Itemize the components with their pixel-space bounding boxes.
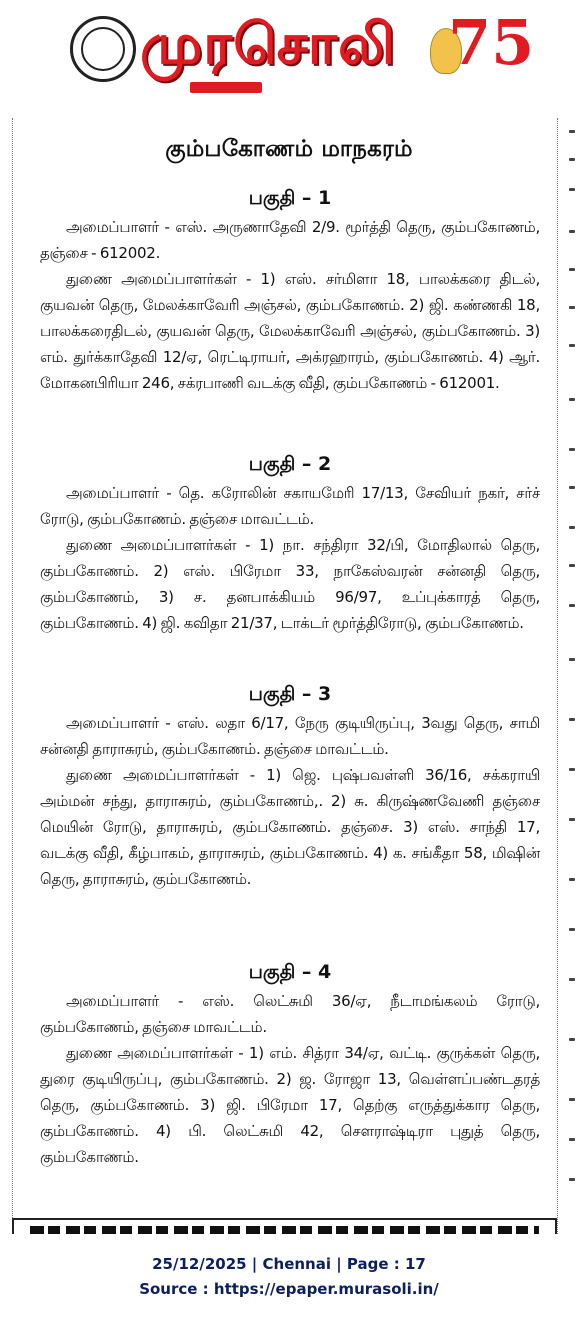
- article: [0, 118, 578, 1234]
- section-title: பகுதி – 2: [248, 453, 332, 475]
- organizer-paragraph: அமைப்பாளர் - எஸ். லெட்சுமி 36/ஏ, நீடாமங்கலம் ரோடு, கும்பகோணம், தஞ்சை மாவட்டம்.: [40, 992, 540, 1036]
- deputy-organizers-paragraph: துணை அமைப்பாளர்கள் - 1) எஸ். சர்மிளா 18, பாலக்கரை திடல், குயவன் தெரு, மேலக்காவேரி அஞ்சல், கும்பகோணம். 2) ஜி. கண்ணகி 18, பாலக்கரைதிடல், குயவன் தெரு, மேலக்காவேரி அஞ்சல், கும்பகோணம். 3) எம். துர்க்காதேவி 12/ஏ, ரெட்டிராயர், அக்ரஹாரம், கும்பகோணம். 4) ஆர். மோகனபிரியா 246, சக்ரபாணி வடக்கு வீதி, கும்பகோணம் - 612001.: [40, 270, 540, 392]
- section-2: [40, 448, 540, 636]
- organizer-paragraph: அமைப்பாளர் - எஸ். லதா 6/17, நேரு குடியிருப்பு, 3வது தெரு, சாமி சன்னதி தாராசுரம், கும்பகோணம். தஞ்சை மாவட்டம்.: [40, 714, 540, 758]
- section-title: பகுதி – 3: [248, 683, 332, 705]
- next-article-banner: [12, 1218, 557, 1234]
- section-title: பகுதி – 4: [248, 961, 332, 983]
- party-seal-icon: [70, 16, 136, 82]
- section-3: [40, 678, 540, 892]
- deputy-organizers-paragraph: துணை அமைப்பாளர்கள் - 1) எம். சித்ரா 34/ஏ, வட்டி. குருக்கள் தெரு, துரை குடியிருப்பு, கும்பகோணம். 2) ஜ. ரோஜா 13, வெள்ளப்பண்டதரத் தெரு, கும்பகோணம். 3) ஜி. பிரேமா 17, தெற்கு எருத்துக்கார தெரு, கும்பகோணம். 4) பி. லெட்சுமி 42, சௌராஷ்டிரா புதுத் தெரு, கும்பகோணம்.: [40, 1044, 540, 1166]
- deputy-organizers-paragraph: துணை அமைப்பாளர்கள் - 1) ஜெ. புஷ்பவள்ளி 36/16, சக்கராயி அம்மன் சந்து, தாராசுரம், கும்பகோணம்,. 2) சு. கிருஷ்ணவேணி தஞ்சை மெயின் ரோடு, தாராசுரம், கும்பகோணம். தஞ்சை. 3) எஸ். சாந்தி 17, வடக்கு வீதி, கீழ்பாகம், தாராசுரம், கும்பகோணம். 4) க. சங்கீதா 58, மிஷின் தெரு, தாராசுரம், கும்பகோணம்.: [40, 766, 540, 888]
- newspaper-logo: முரசொலி: [140, 12, 396, 77]
- section-4: [40, 956, 540, 1170]
- anniversary-emblem: [448, 6, 535, 86]
- section-title: பகுதி – 1: [248, 187, 332, 209]
- deputy-organizers-paragraph: துணை அமைப்பாளர்கள் - 1) நா. சந்திரா 32/பி, மோதிலால் தெரு, கும்பகோணம். 2) எஸ். பிரேமா 33, நாகேஸ்வரன் சன்னதி தெரு, கும்பகோணம், 3) ச. தனபாக்கியம் 96/97, உப்புக்காரத் தெரு, கும்பகோணம். 4) ஜி. கவிதா 21/37, டாக்டர் மூர்த்திரோடு, கும்பகோணம்.: [40, 536, 540, 632]
- source-link[interactable]: Source : https://epaper.murasoli.in/: [139, 1280, 439, 1298]
- anniversary-number: 75: [448, 6, 535, 79]
- founder-strip: [190, 82, 262, 93]
- masthead: [0, 0, 578, 110]
- page-footer: [0, 1252, 578, 1302]
- article-headline: கும்பகோணம் மாநகரம்: [165, 136, 413, 162]
- edition-info: 25/12/2025 | Chennai | Page : 17: [152, 1255, 426, 1273]
- section-1: [40, 182, 540, 396]
- organizer-paragraph: அமைப்பாளர் - தெ. கரோலின் சகாயமேரி 17/13, சேவியர் நகர், சர்ச் ரோடு, கும்பகோணம். தஞ்சை மாவட்டம்.: [40, 484, 540, 528]
- organizer-paragraph: அமைப்பாளர் - எஸ். அருணாதேவி 2/9. மூர்த்தி தெரு, கும்பகோணம், தஞ்சை - 612002.: [40, 218, 540, 262]
